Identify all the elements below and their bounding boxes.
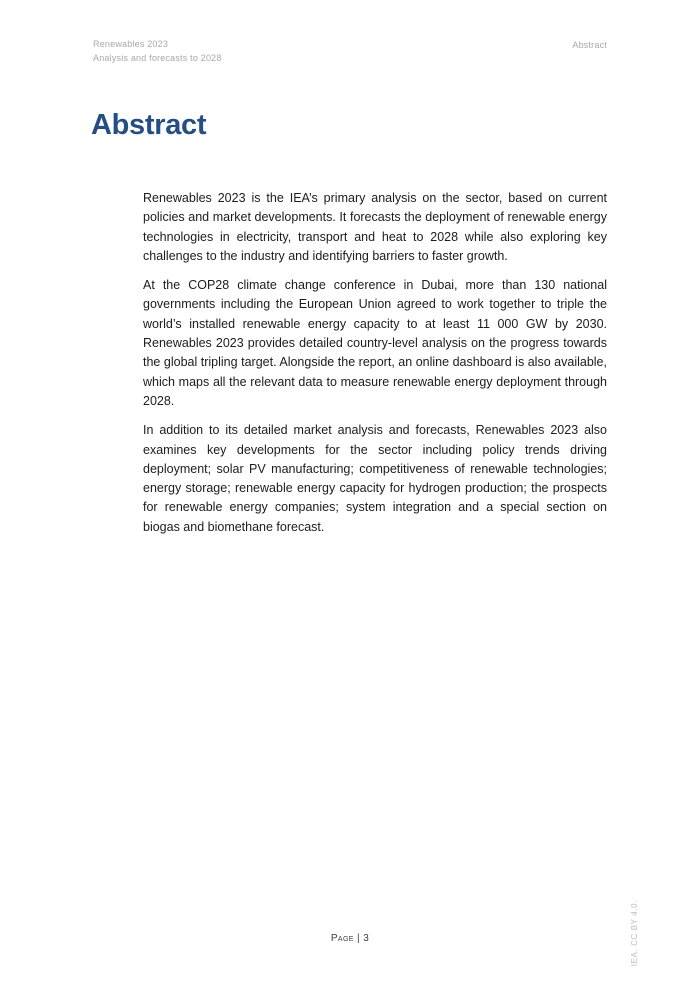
report-title: Renewables 2023 — [93, 39, 169, 49]
paragraph: At the COP28 climate change conference in Dubai, more than 130 national governments including the European Union agreed to work together to triple the world’s installed renewable energy capacity to at least 11 000 GW by 2030. Renewables 2023 provides detailed country-level analysis on the progress towards the global tripling target. Alongside the report, an online dashboard is also available, which maps all the relevant data to measure renewable energy deployment through 2028. — [143, 278, 607, 408]
report-subtitle: Analysis and forecasts to 2028 — [93, 53, 222, 63]
licence-note: IEA. CC BY 4.0. — [630, 899, 639, 966]
page-number: Page | 3 — [330, 933, 370, 944]
abstract-body — [143, 189, 607, 537]
paragraph: In addition to its detailed market analysis and forecasts, Renewables 2023 also examines key developments for the sector including policy trends driving deployment; solar PV manufacturing; competitiveness of renewable technologies; energy storage; renewable energy capacity for hydrogen production; the prospects for renewable energy companies; system integration and a special section on biogas and biomethane forecast. — [143, 423, 607, 534]
running-header-left — [93, 37, 222, 65]
paragraph: Renewables 2023 is the IEA’s primary analysis on the sector, based on current policies and market developments. It forecasts the deployment of renewable energy technologies in electricity, transport and heat to 2028 while also exploring key challenges to the industry and identifying barriers to faster growth. — [143, 191, 607, 263]
running-header-section: Abstract — [572, 40, 607, 50]
page-title: Abstract — [91, 109, 207, 141]
